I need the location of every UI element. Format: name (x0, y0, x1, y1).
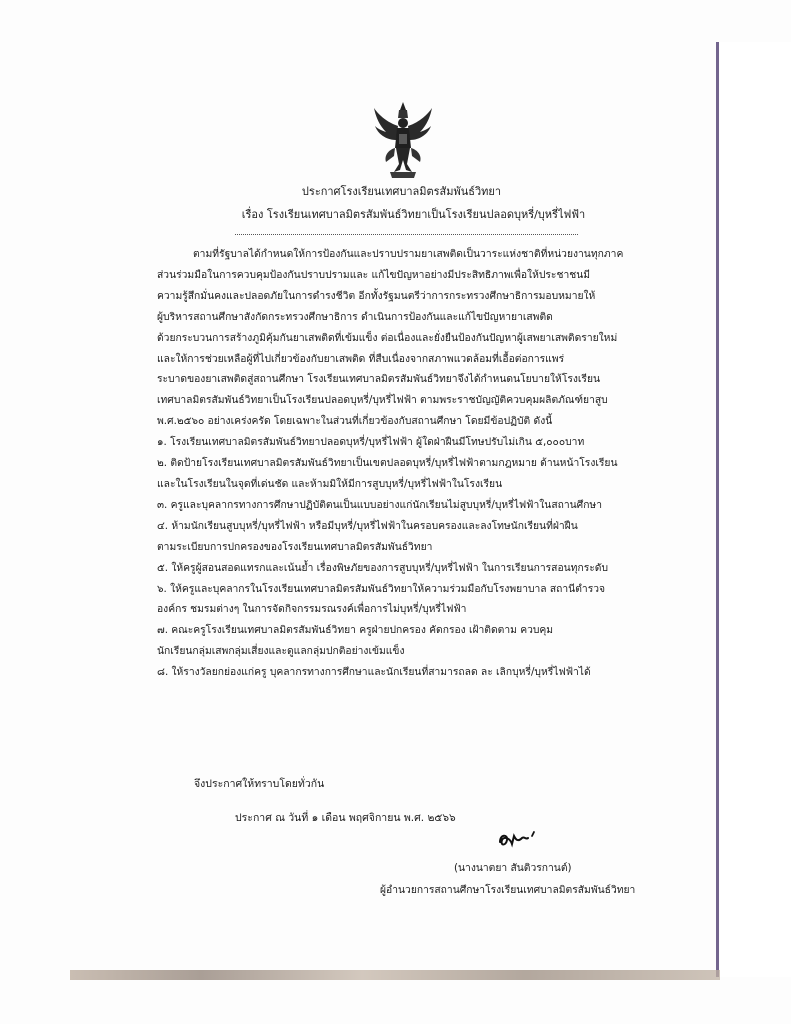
rule-item-continued: ตามระเบียบการปกครองของโรงเรียนเทศบาลมิตรสัมพันธ์วิทยา (157, 540, 433, 553)
garuda-emblem-icon (372, 100, 434, 180)
body-line: ตามที่รัฐบาลได้กำหนดให้การป้องกันและปราบปรามยาเสพติดเป็นวาระแห่งชาติที่หน่วยงานทุกภาค (193, 248, 624, 260)
announcement-title: ประกาศโรงเรียนเทศบาลมิตรสัมพันธ์วิทยา (301, 185, 502, 198)
scan-bottom-strip (70, 970, 720, 980)
body-line: พ.ศ.๒๕๖๐ อย่างเคร่งครัด โดยเฉพาะในส่วนที่เกี่ยวข้องกับสถานศึกษา โดยมีข้อปฏิบัติ ดังนี้ (157, 415, 553, 428)
body-line: ระบาดของยาเสพติดสู่สถานศึกษา โรงเรียนเทศบาลมิตรสัมพันธ์วิทยาจึงได้กำหนดนโยบายให้โรงเรียน (157, 373, 601, 386)
body-line: และให้การช่วยเหลือผู้ที่ไปเกี่ยวข้องกับยาเสพติด ที่สืบเนื่องจากสภาพแวดล้อมที่เอื้อต่อการแพร่ (157, 352, 565, 365)
announcement-body (157, 244, 642, 683)
rule-item: ๑. โรงเรียนเทศบาลมิตรสัมพันธ์วิทยาปลอดบุหรี่/บุหรี่ไฟฟ้า ผู้ใดฝ่าฝืนมีโทษปรับไม่เกิน ๕,๐๐๐บาท (157, 436, 585, 449)
rule-item: ๘. ให้รางวัลยกย่องแก่ครู บุคลากรทางการศึกษาและนักเรียนที่สามารถลด ละ เลิกบุหรี่/บุหรี่ไฟฟ้าได้ (157, 666, 591, 679)
rule-item-continued: และในโรงเรียนในจุดที่เด่นชัด และห้ามมิให้มีการสูบบุหรี่/บุหรี่ไฟฟ้าในโรงเรียน (157, 477, 503, 490)
rule-item: ๒. ติดป้ายโรงเรียนเทศบาลมิตรสัมพันธ์วิทยาเป็นเขตปลอดบุหรี่/บุหรี่ไฟฟ้าตามกฎหมาย ด้านหน้าโรงเรียน (157, 457, 618, 470)
body-line: เทศบาลมิตรสัมพันธ์วิทยาเป็นโรงเรียนปลอดบุหรี่/บุหรี่ไฟฟ้า ตามพระราชบัญญัติควบคุมผลิตภัณฑ์ยาสูบ (157, 394, 608, 407)
signer-title: ผู้อำนวยการสถานศึกษาโรงเรียนเทศบาลมิตรสัมพันธ์วิทยา (380, 884, 636, 896)
signer-name: (นางนาตยา สันติวรกานต์) (454, 862, 572, 874)
rule-item: ๕. ให้ครูผู้สอนสอดแทรกและเน้นย้ำ เรื่องพิษภัยของการสูบบุหรี่/บุหรี่ไฟฟ้า ในการเรียนการสอนทุกระดับ (157, 561, 608, 574)
dotted-divider (235, 234, 578, 235)
body-line: ผู้บริหารสถานศึกษาสังกัดกระทรวงศึกษาธิการ ดำเนินการป้องกันและแก้ไขปัญหายาเสพติด (157, 310, 553, 323)
announcement-subject: เรื่อง โรงเรียนเทศบาลมิตรสัมพันธ์วิทยาเป็นโรงเรียนปลอดบุหรี่/บุหรี่ไฟฟ้า (241, 208, 586, 221)
body-line: ส่วนร่วมมือในการควบคุมป้องกันปราบปรามและ แก้ไขปัญหาอย่างมีประสิทธิภาพเพื่อให้ประชาชนมี (157, 268, 591, 281)
rule-item-continued: นักเรียนกลุ่มเสพกลุ่มเสี่ยงและดูแลกลุ่มปกติอย่างเข้มแข็ง (157, 645, 405, 658)
handwritten-signature-icon (494, 826, 554, 856)
body-line: ความรู้สึกมั่นคงและปลอดภัยในการดำรงชีวิต อีกทั้งรัฐมนตรีว่าการกระทรวงศึกษาธิการมอบหมายให้ (157, 289, 596, 302)
body-line: ด้วยกระบวนการสร้างภูมิคุ้มกันยาเสพติดที่เข้มแข็ง ต่อเนื่องและยั่งยืนป้องกันปัญหาผู้เสพยาเสพติดรายใหม่ (157, 331, 618, 344)
rule-item: ๗. คณะครูโรงเรียนเทศบาลมิตรสัมพันธ์วิทยา ครูฝ่ายปกครอง คัดกรอง เฝ้าติดตาม ควบคุม (157, 624, 554, 637)
closing-statement: จึงประกาศให้ทราบโดยทั่วกัน (194, 778, 325, 790)
announcement-date: ประกาศ ณ วันที่ ๑ เดือน พฤศจิกายน พ.ศ. ๒๕๖๖ (235, 812, 456, 824)
rule-item: ๖. ให้ครูและบุคลากรในโรงเรียนเทศบาลมิตรสัมพันธ์วิทยาให้ความร่วมมือกับโรงพยาบาล สถานีตำรวจ (157, 582, 606, 595)
rule-item-continued: องค์กร ชมรมต่างๆ ในการจัดกิจกรรมรณรงค์เพื่อการไม่บุหรี่/บุหรี่ไฟฟ้า (157, 603, 467, 616)
rule-item: ๓. ครูและบุคลากรทางการศึกษาปฏิบัติตนเป็นแบบอย่างแก่นักเรียนไม่สูบบุหรี่/บุหรี่ไฟฟ้าในสถานศึกษา (157, 498, 602, 511)
rule-item: ๔. ห้ามนักเรียนสูบบุหรี่/บุหรี่ไฟฟ้า หรือมีบุหรี่/บุหรี่ไฟฟ้าในครอบครองและลงโทษนักเรียนที่ฝ่าฝืน (157, 519, 578, 532)
